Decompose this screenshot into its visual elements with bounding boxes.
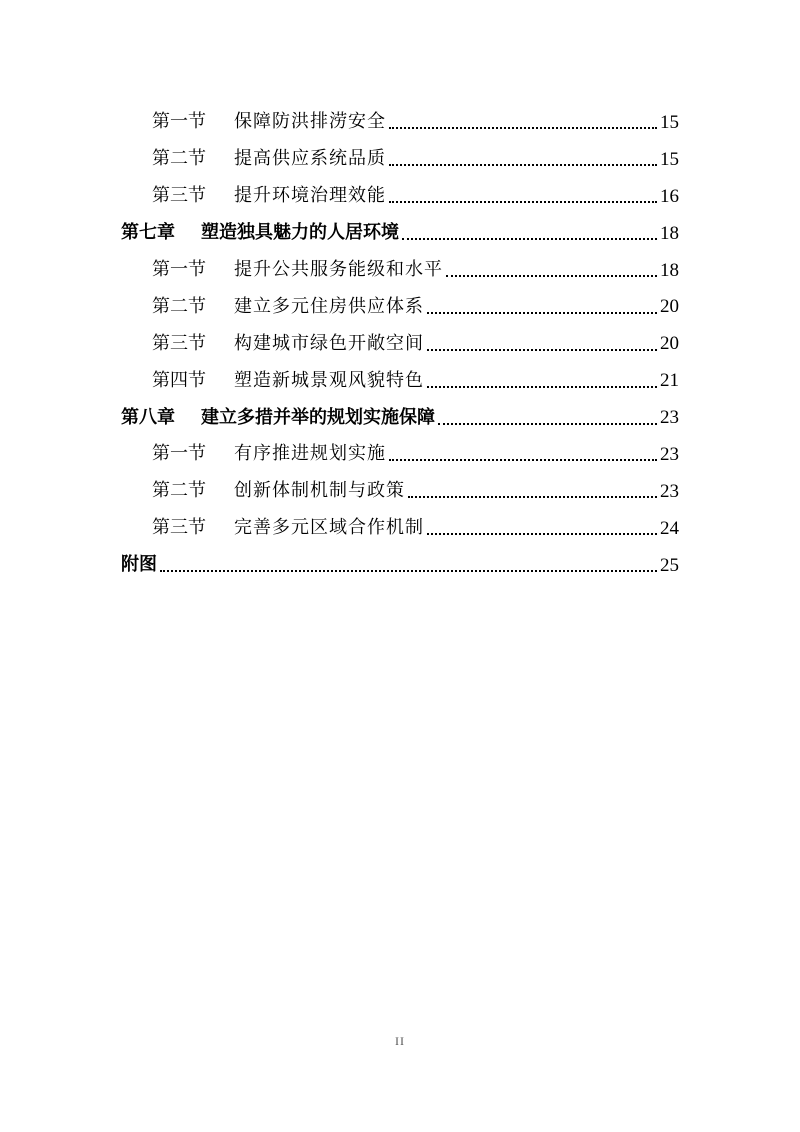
toc-entry-page: 24 xyxy=(660,517,679,539)
toc-entry[interactable] xyxy=(0,252,800,289)
toc-entry-number: 第一节 xyxy=(152,259,206,280)
toc-entry[interactable] xyxy=(0,362,800,399)
dot-leader xyxy=(427,312,657,314)
toc-entry[interactable] xyxy=(0,104,800,141)
toc-entry-number: 第三节 xyxy=(152,185,206,207)
toc-entry-title: 构建城市绿色开敞空间 xyxy=(234,332,424,354)
toc-entry-page: 23 xyxy=(660,407,679,429)
toc-entry-page: 16 xyxy=(660,185,679,207)
toc-entry-number: 第二节 xyxy=(152,295,206,317)
toc-entry-page: 21 xyxy=(660,370,679,392)
toc-entry-page: 20 xyxy=(660,296,679,318)
dot-leader xyxy=(389,127,657,129)
toc-entry-number: 第一节 xyxy=(152,443,206,465)
toc-entry-number: 第三节 xyxy=(152,517,206,539)
toc-entry-number: 第三节 xyxy=(152,332,206,354)
toc-entry-page: 18 xyxy=(660,222,679,244)
toc-entry[interactable] xyxy=(0,473,800,510)
toc-entry[interactable] xyxy=(0,510,800,547)
toc-entry[interactable] xyxy=(0,436,800,473)
toc-chapter-entry[interactable] xyxy=(0,399,800,436)
toc-entry-page: 23 xyxy=(660,443,679,465)
toc-entry-title: 建立多元住房供应体系 xyxy=(234,295,424,317)
toc-entry-page: 15 xyxy=(660,111,679,133)
table-of-contents xyxy=(0,104,800,584)
dot-leader xyxy=(427,386,657,388)
toc-chapter-number: 第七章 xyxy=(121,222,175,244)
dot-leader xyxy=(389,201,657,203)
toc-entry-title: 提升环境治理效能 xyxy=(234,185,386,207)
toc-entry-number: 第一节 xyxy=(152,111,206,133)
toc-entry-page: 15 xyxy=(660,148,679,170)
toc-entry-page: 25 xyxy=(660,554,679,576)
toc-chapter-entry[interactable] xyxy=(0,215,800,252)
page-number: II xyxy=(395,1034,405,1048)
toc-entry-title: 有序推进规划实施 xyxy=(234,443,386,465)
toc-entry-page: 20 xyxy=(660,333,679,355)
toc-appendix-entry[interactable] xyxy=(0,547,800,584)
toc-entry-number: 第二节 xyxy=(152,480,206,502)
toc-entry-number: 第四节 xyxy=(152,369,206,391)
dot-leader xyxy=(389,459,657,461)
toc-entry-title: 完善多元区域合作机制 xyxy=(234,517,424,539)
toc-entry-page: 23 xyxy=(660,480,679,502)
toc-entry[interactable] xyxy=(0,141,800,178)
toc-entry-number: 第二节 xyxy=(152,148,206,170)
toc-chapter-title: 塑造独具魅力的人居环境 xyxy=(201,222,399,244)
toc-chapter-title: 建立多措并举的规划实施保障 xyxy=(201,406,435,428)
toc-entry[interactable] xyxy=(0,178,800,215)
toc-appendix-label: 附图 xyxy=(121,554,157,576)
toc-entry-title: 提升公共服务能级和水平 xyxy=(234,259,443,280)
dot-leader xyxy=(446,275,657,277)
dot-leader xyxy=(160,570,657,572)
toc-entry-title: 创新体制机制与政策 xyxy=(234,480,405,502)
toc-entry-page: 18 xyxy=(660,259,679,281)
toc-entry[interactable] xyxy=(0,288,800,325)
toc-entry-title: 提高供应系统品质 xyxy=(234,148,386,170)
toc-entry-title: 塑造新城景观风貌特色 xyxy=(234,369,424,391)
toc-entry-title: 保障防洪排涝安全 xyxy=(234,111,386,133)
dot-leader xyxy=(427,533,657,535)
dot-leader xyxy=(389,164,657,166)
dot-leader xyxy=(427,349,657,351)
dot-leader xyxy=(438,423,657,425)
toc-entry[interactable] xyxy=(0,325,800,362)
dot-leader xyxy=(402,238,657,240)
dot-leader xyxy=(408,496,657,498)
toc-chapter-number: 第八章 xyxy=(121,406,175,428)
